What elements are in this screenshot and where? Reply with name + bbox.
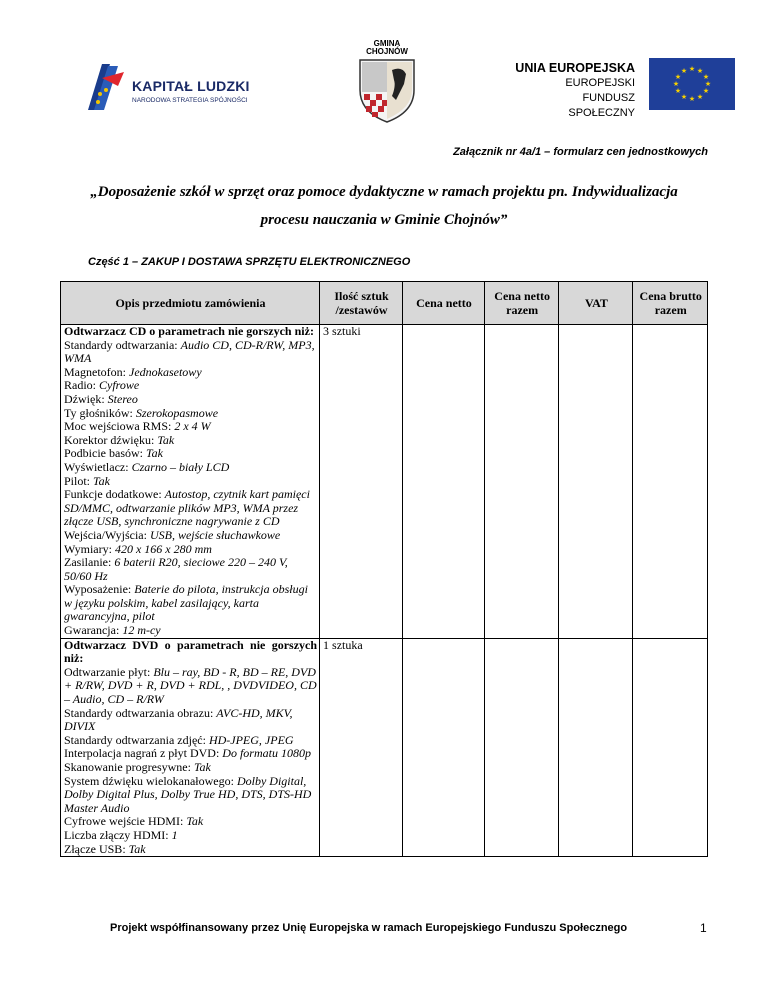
spec-value: Tak — [128, 841, 146, 856]
spec-label: Liczba złączy HDMI: — [64, 827, 172, 842]
spec-line — [64, 488, 317, 529]
spec-value: Tak — [193, 760, 211, 774]
part-title: Część 1 – ZAKUP I DOSTAWA SPRZĘTU ELEKTRONICZNEGO — [88, 256, 411, 268]
kapital-ludzki-logo — [88, 64, 278, 114]
svg-text:★: ★ — [680, 93, 688, 101]
svg-text:★: ★ — [680, 67, 688, 75]
net-total-cell[interactable] — [484, 638, 558, 857]
header-net-price: Cena netto — [402, 282, 484, 325]
svg-text:★: ★ — [674, 87, 682, 95]
gmina-chojnow-crest — [354, 40, 420, 126]
spec-line — [64, 461, 317, 475]
heading-line-1: „Doposażenie szkół w sprzęt oraz pomoce dydaktyczne w ramach projektu pn. Indywidualizacja — [90, 184, 678, 200]
document-heading — [60, 178, 708, 234]
spec-line — [64, 420, 317, 434]
spec-line — [64, 447, 317, 461]
spec-line — [64, 707, 317, 734]
spec-line — [64, 761, 317, 775]
spec-line — [64, 366, 317, 380]
kapital-ludzki-subtitle: NARODOWA STRATEGIA SPÓJNOŚCI — [132, 97, 248, 104]
spec-value: Jednokasetowy — [129, 364, 202, 379]
spec-line — [64, 843, 317, 857]
spec-line — [64, 747, 317, 761]
spec-value: Blu – ray, BD - R, BD – RE, DVD + R/RW, DVD + R, DVD + RDL, , DVDVIDEO, CD – Audio, CD – R/RW — [64, 664, 317, 707]
spec-line — [64, 583, 317, 624]
kapital-ludzki-title: KAPITAŁ LUDZKI — [132, 78, 250, 94]
spec-line — [64, 556, 317, 583]
table-header-row — [61, 282, 708, 325]
gmina-name: CHOJNÓW — [366, 47, 408, 56]
spec-label: Ty głośników: — [64, 405, 136, 420]
spec-value: Cyfrowe — [99, 378, 140, 393]
spec-label: Korektor dźwięku: — [64, 432, 158, 447]
spec-line — [64, 393, 317, 407]
spec-line — [64, 829, 317, 843]
vat-cell[interactable] — [559, 325, 633, 639]
spec-label: Dźwięk: — [64, 391, 108, 406]
page-number: 1 — [700, 921, 707, 935]
spec-label: Odtwarzanie płyt: — [64, 664, 154, 679]
net-price-cell[interactable] — [402, 325, 484, 639]
spec-label: Wyświetlacz: — [64, 459, 132, 474]
spec-label: Moc wejściowa RMS: — [64, 419, 175, 434]
item-quantity-cell: 3 sztuki — [320, 325, 403, 639]
coat-of-arms-icon — [356, 56, 418, 124]
kapital-ludzki-mark-icon — [88, 64, 128, 110]
heading-line-2: procesu nauczania w Gminie Chojnów” — [260, 212, 508, 228]
annex-label: Załącznik nr 4a/1 – formularz cen jednostkowych — [453, 146, 708, 158]
spec-label: Interpolacja nagrań z płyt DVD: — [64, 746, 223, 761]
spec-value: HD-JPEG, JPEG — [208, 732, 294, 747]
spec-label: Magnetofon: — [64, 364, 129, 379]
item-title: Odtwarzacz DVD o parametrach nie gorszych niż: — [64, 637, 318, 666]
net-price-cell[interactable] — [402, 638, 484, 857]
item-description-cell — [61, 638, 320, 857]
price-form-table — [60, 281, 708, 857]
spec-value: Baterie do pilota, instrukcja obsługi w języku polskim, kabel zasilający, karta gwarancyjna, pilot — [64, 582, 308, 624]
spec-line — [64, 775, 317, 816]
eu-name: UNIA EUROPEJSKA — [515, 61, 635, 75]
spec-label: System dźwięku wielokanałowego: — [64, 773, 237, 788]
spec-value: USB, wejście słuchawkowe — [149, 527, 281, 542]
spec-value: Tak — [157, 432, 175, 447]
spec-label: Gwarancja: — [64, 623, 123, 638]
gmina-label: GMINA — [373, 39, 401, 48]
spec-label: Pilot: — [64, 473, 94, 488]
spec-value: 6 baterii R20, sieciowe 220 – 240 V, 50/60 Hz — [64, 555, 288, 583]
spec-value: Czarno – biały LCD — [131, 459, 230, 474]
spec-line — [64, 666, 317, 707]
svg-text:★: ★ — [696, 67, 704, 75]
spec-value: 420 x 166 x 280 mm — [114, 541, 212, 556]
spec-label: Standardy odtwarzania zdjęć: — [64, 732, 209, 747]
efs-line-2: FUNDUSZ SPOŁECZNY — [568, 92, 635, 119]
spec-label: Złącze USB: — [64, 841, 129, 856]
spec-line — [64, 815, 317, 829]
spec-value: Stereo — [107, 391, 138, 406]
gross-total-cell[interactable] — [633, 325, 708, 639]
item-description-cell — [61, 325, 320, 639]
header-gross-total: Cena brutto razem — [633, 282, 708, 325]
header-quantity: Ilość sztuk /zestawów — [320, 282, 403, 325]
spec-value: 1 — [171, 827, 178, 842]
vat-cell[interactable] — [559, 638, 633, 857]
svg-text:★: ★ — [702, 87, 710, 95]
spec-line — [64, 407, 317, 421]
spec-line — [64, 529, 317, 543]
spec-line — [64, 379, 317, 393]
spec-value: Autostop, czytnik kart pamięci SD/MMC, odtwarzanie plików MP3, WMA przez złącze USB, synchroniczne nagrywanie z CD — [64, 487, 310, 529]
spec-label: Podbicie basów: — [64, 446, 146, 461]
spec-label: Cyfrowe wejście HDMI: — [64, 814, 187, 829]
spec-label: Standardy odtwarzania obrazu: — [64, 705, 217, 720]
svg-text:★: ★ — [688, 95, 696, 103]
spec-line — [64, 543, 317, 557]
spec-line — [64, 475, 317, 489]
spec-line — [64, 734, 317, 748]
spec-label: Zasilanie: — [64, 555, 115, 570]
spec-value: 12 m-cy — [122, 623, 161, 638]
spec-value: Szerokopasmowe — [135, 405, 219, 420]
gross-total-cell[interactable] — [633, 638, 708, 857]
item-quantity-cell: 1 sztuka — [320, 638, 403, 857]
header-vat: VAT — [559, 282, 633, 325]
table-row — [61, 638, 708, 857]
spec-value: AVC-HD, MKV, DIVIX — [64, 705, 293, 734]
spec-value: Do formatu 1080p — [222, 746, 311, 761]
spec-label: Wymiary: — [64, 541, 115, 556]
spec-value: 2 x 4 W — [174, 419, 211, 434]
spec-value: Dolby Digital, Dolby Digital Plus, Dolby True HD, DTS, DTS-HD Master Audio — [64, 773, 312, 815]
spec-value: Tak — [93, 473, 110, 488]
table-row — [61, 325, 708, 639]
header-net-total: Cena netto razem — [484, 282, 558, 325]
svg-text:★: ★ — [704, 80, 712, 88]
spec-label: Wejścia/Wyjścia: — [64, 527, 150, 542]
net-total-cell[interactable] — [484, 325, 558, 639]
eu-flag-icon — [649, 58, 735, 110]
footer-cofinancing-note: Projekt współfinansowany przez Unię Europejska w ramach Europejskiego Funduszu Społecznego — [110, 922, 628, 934]
eu-social-fund-text — [515, 61, 635, 121]
spec-label: Wyposażenie: — [64, 582, 135, 597]
spec-label: Radio: — [64, 378, 99, 393]
item-title: Odtwarzacz CD o parametrach nie gorszych niż: — [64, 324, 314, 338]
spec-line — [64, 339, 317, 366]
svg-text:★: ★ — [696, 93, 704, 101]
spec-value: Tak — [186, 814, 204, 829]
svg-text:★: ★ — [674, 73, 682, 81]
spec-label: Funkcje dodatkowe: — [64, 487, 165, 502]
svg-text:★: ★ — [672, 80, 680, 88]
header-description: Opis przedmiotu zamówienia — [61, 282, 320, 325]
spec-label: Skanowanie progresywne: — [64, 760, 194, 774]
spec-value: Audio CD, CD-R/RW, MP3, WMA — [64, 337, 315, 366]
spec-line — [64, 434, 317, 448]
spec-value: Tak — [146, 446, 163, 461]
spec-label: Standardy odtwarzania: — [64, 337, 181, 352]
svg-text:★: ★ — [688, 65, 696, 73]
svg-text:★: ★ — [702, 73, 710, 81]
efs-line-1: EUROPEJSKI — [565, 77, 635, 89]
spec-line — [64, 624, 317, 638]
